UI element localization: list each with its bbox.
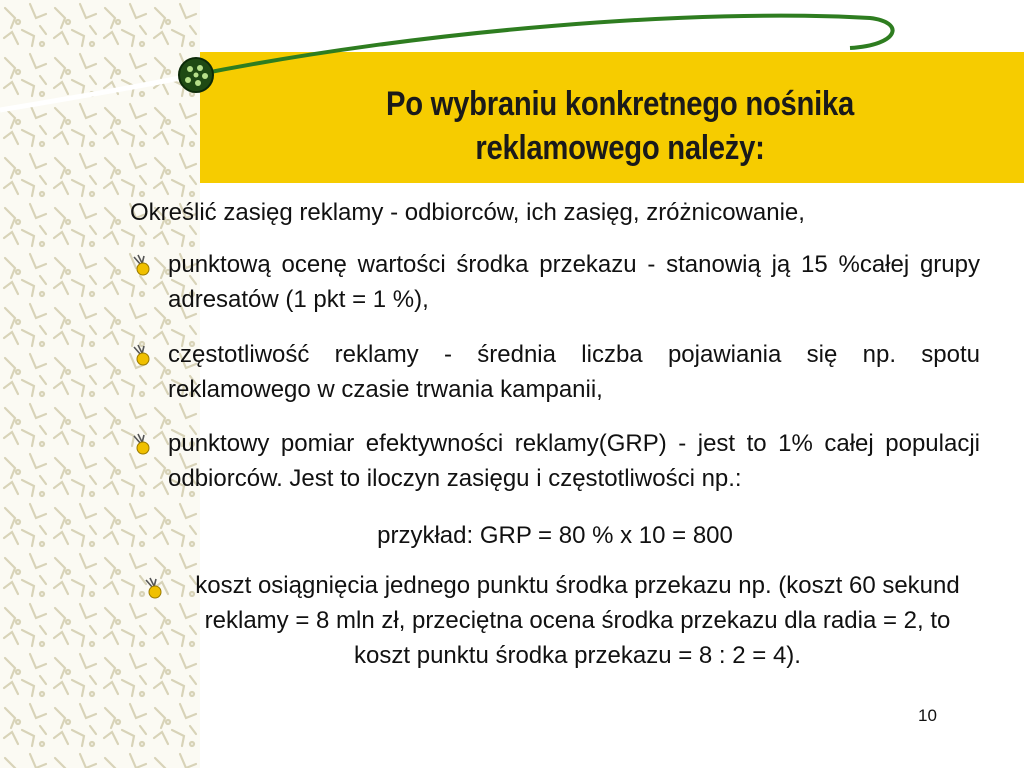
bullet-text-3: punktowy pomiar efektywności reklamy(GRP) - jest to 1% całej populacji odbiorców. Jest to iloczyn zasięgu i częstotliwości np.: bbox=[168, 430, 980, 492]
bullet-text-1: punktową ocenę wartości środka przekazu - stanowią ją 15 %całej grupy adresatów (1 pkt = 1 %), bbox=[168, 251, 980, 313]
title-line-1: Po wybraniu konkretnego nośnika bbox=[385, 85, 855, 123]
bullet-icon bbox=[130, 343, 152, 367]
bullet-text-2: częstotliwość reklamy - średnia liczba pojawiania się np. spotu reklamowego w czasie trwania kampanii, bbox=[168, 341, 980, 403]
bullet-icon bbox=[130, 253, 152, 277]
bullet-icon bbox=[130, 432, 152, 456]
bullet-icon bbox=[142, 576, 164, 600]
title-line-2: reklamowego należy: bbox=[475, 129, 765, 167]
page-number: 10 bbox=[918, 706, 937, 725]
grp-example: przykład: GRP = 80 % x 10 = 800 bbox=[377, 522, 733, 549]
bullet-text-4: koszt osiągnięcia jednego punktu środka przekazu np. (koszt 60 sekund reklamy = 8 mln zł, przeciętna ocena środka przekazu dla radia = 2, to koszt punktu środka przekazu = 8 : 2 = 4). bbox=[195, 572, 960, 669]
intro-text: Określić zasięg reklamy - odbiorców, ich zasięg, zróżnicowanie, bbox=[130, 199, 805, 226]
slide-title bbox=[371, 82, 870, 170]
